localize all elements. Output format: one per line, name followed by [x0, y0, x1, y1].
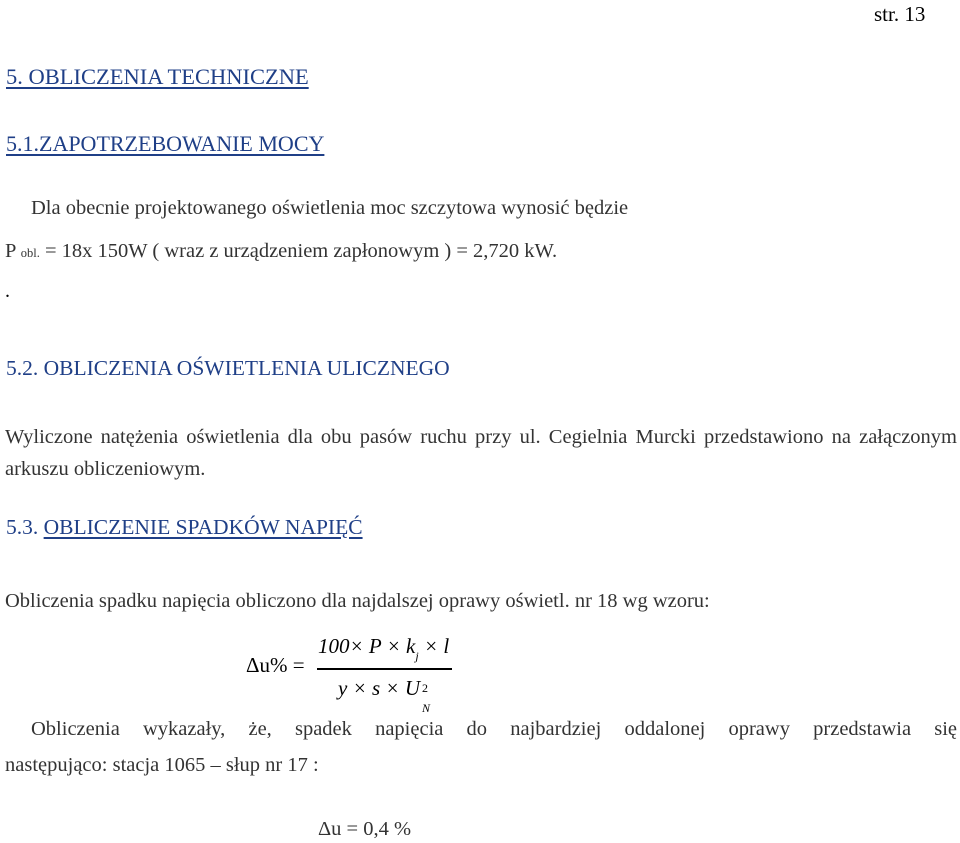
- formula-denominator-a: y × s × U: [338, 676, 421, 700]
- subsection-heading-street-lighting: 5.2. OBLICZENIA OŚWIETLENIA ULICZNEGO: [6, 356, 450, 380]
- voltage-drop-formula: [246, 632, 476, 715]
- power-demand-intro: Dla obecnie projektowanego oświetlenia moc szczytowa wynosić będzie: [31, 197, 629, 219]
- voltage-drop-number: 5.3.: [6, 515, 44, 539]
- voltage-drop-title: OBLICZENIE SPADKÓW NAPIĘĆ: [43, 515, 363, 539]
- subsection-heading-voltage-drop: [6, 515, 363, 540]
- voltage-drop-result: Δu = 0,4 %: [318, 818, 412, 840]
- section-heading-technical-calculations: 5. OBLICZENIA TECHNICZNE: [6, 64, 309, 89]
- subsection-heading-power-demand: 5.1.ZAPOTRZEBOWANIE MOCY: [6, 131, 325, 156]
- formula-denominator-sup: 2: [422, 681, 429, 695]
- voltage-drop-conclusion-line2: następująco: stacja 1065 – słup nr 17 :: [5, 754, 319, 776]
- street-lighting-paragraph: Wyliczone natężenia oświetlenia dla obu pasów ruchu przy ul. Cegielnia Murcki przedstawiono na załączonym arkuszu obliczeniowym.: [5, 426, 957, 480]
- formula-denominator: [338, 676, 432, 715]
- formula-numerator: [318, 634, 450, 663]
- formula-numerator-sub: j: [415, 649, 419, 663]
- formula-numerator-b: × l: [418, 634, 450, 658]
- voltage-drop-intro: Obliczenia spadku napięcia obliczono dla najdalszej oprawy oświetl. nr 18 wg wzoru:: [5, 590, 710, 612]
- formula-fraction-bar: [317, 668, 452, 670]
- page-number: str. 13: [874, 2, 926, 26]
- power-demand-formula: [5, 240, 557, 263]
- power-subscript: obl.: [20, 246, 40, 260]
- formula-denominator-sub: N: [422, 701, 431, 715]
- stray-dot: .: [5, 280, 10, 302]
- power-symbol: P: [5, 240, 16, 262]
- power-formula-text: = 18x 150W ( wraz z urządzeniem zapłonowym ) = 2,720 kW.: [39, 240, 558, 262]
- formula-numerator-a: 100× P × k: [318, 634, 416, 658]
- voltage-drop-conclusion-line1: Obliczenia wykazały, że, spadek napięcia do najbardziej oddalonej oprawy przedstawia się: [31, 718, 957, 740]
- formula-lhs: Δu% =: [246, 653, 305, 677]
